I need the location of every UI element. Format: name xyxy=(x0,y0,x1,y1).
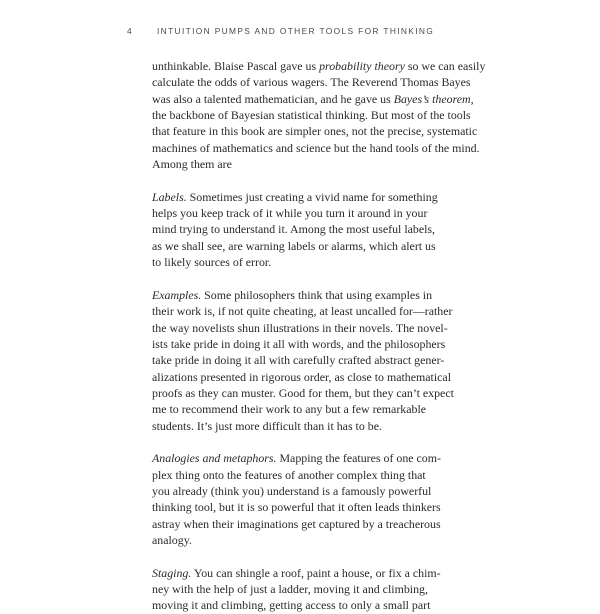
text-line: was also a talented mathematician, and he gave us Bayes’s theorem, xyxy=(152,91,474,106)
tool-item-staging xyxy=(152,565,441,614)
running-head-title: INTUITION PUMPS AND OTHER TOOLS FOR THINKING xyxy=(157,26,435,36)
lead-paragraph xyxy=(152,58,486,172)
text-line: Labels. Sometimes just creating a vivid name for something xyxy=(152,189,438,204)
text-line: the way novelists shun illustrations in their novels. The novel- xyxy=(152,320,448,335)
text-line: as we shall see, are warning labels or alarms, which alert us xyxy=(152,238,436,253)
text-line: you already (think you) understand is a famously powerful xyxy=(152,483,432,498)
text-line: mind trying to understand it. Among the most useful labels, xyxy=(152,222,436,237)
text-line: Among them are xyxy=(152,157,232,172)
italic-term: Bayes’s theorem, xyxy=(393,91,474,106)
text-line: that feature in this book are simpler ones, not the precise, systematic xyxy=(152,124,478,139)
running-head xyxy=(127,26,434,36)
page-number: 4 xyxy=(127,26,134,36)
text-line: astray when their imaginations get captured by a treacherous xyxy=(152,516,441,531)
text-line: Analogies and metaphors. Mapping the features of one com- xyxy=(152,451,441,466)
text-line: Examples. Some philosophers think that using examples in xyxy=(152,287,433,302)
text-line: Staging. You can shingle a roof, paint a house, or fix a chim- xyxy=(152,565,441,580)
item-term: Labels. xyxy=(152,189,187,204)
text-line: thinking tool, but it is so powerful that it often leads thinkers xyxy=(152,500,441,515)
text-line: machines of mathematics and science but the hand tools of the mind. xyxy=(152,140,480,155)
text-line: me to recommend their work to any but a few remarkable xyxy=(152,402,427,417)
text-line: ists take pride in doing it all with words, and the philosophers xyxy=(152,336,446,351)
italic-term: probability theory xyxy=(319,59,405,73)
text-line: alizations presented in rigorous order, as close to mathematical xyxy=(152,369,452,384)
text-line: take pride in doing it all with carefully crafted abstract gener- xyxy=(152,353,445,368)
text-line: calculate the odds of various wagers. The Reverend Thomas Bayes xyxy=(152,75,471,90)
text-line: ney with the help of just a ladder, moving it and climbing, xyxy=(152,582,428,596)
text-line: moving it and climbing, getting access to only a small part xyxy=(152,598,431,613)
text-line: proofs as they can muster. Good for them, but they can’t expect xyxy=(152,385,454,400)
tool-item-analogies xyxy=(152,450,441,548)
text-line: helps you keep track of it while you turn it around in your xyxy=(152,206,428,221)
item-term: Staging. xyxy=(152,565,192,580)
text-line: their work is, if not quite cheating, at least uncalled for—rather xyxy=(152,304,453,319)
text-line: unthinkable. Blaise Pascal gave us probability theory so we can easily xyxy=(152,59,486,73)
tool-item-labels xyxy=(152,189,438,271)
text-line: to likely sources of error. xyxy=(152,255,272,270)
text-line: analogy. xyxy=(152,532,192,547)
item-term: Analogies and metaphors. xyxy=(152,451,277,466)
item-term: Examples. xyxy=(152,287,202,302)
text-line: students. It’s just more difficult than it has to be. xyxy=(152,418,382,433)
text-line: the backbone of Bayesian statistical thinking. But most of the tools xyxy=(152,108,471,123)
body-text xyxy=(152,58,486,614)
text-line: plex thing onto the features of another complex thing that xyxy=(152,467,426,482)
tool-item-examples xyxy=(152,287,454,434)
